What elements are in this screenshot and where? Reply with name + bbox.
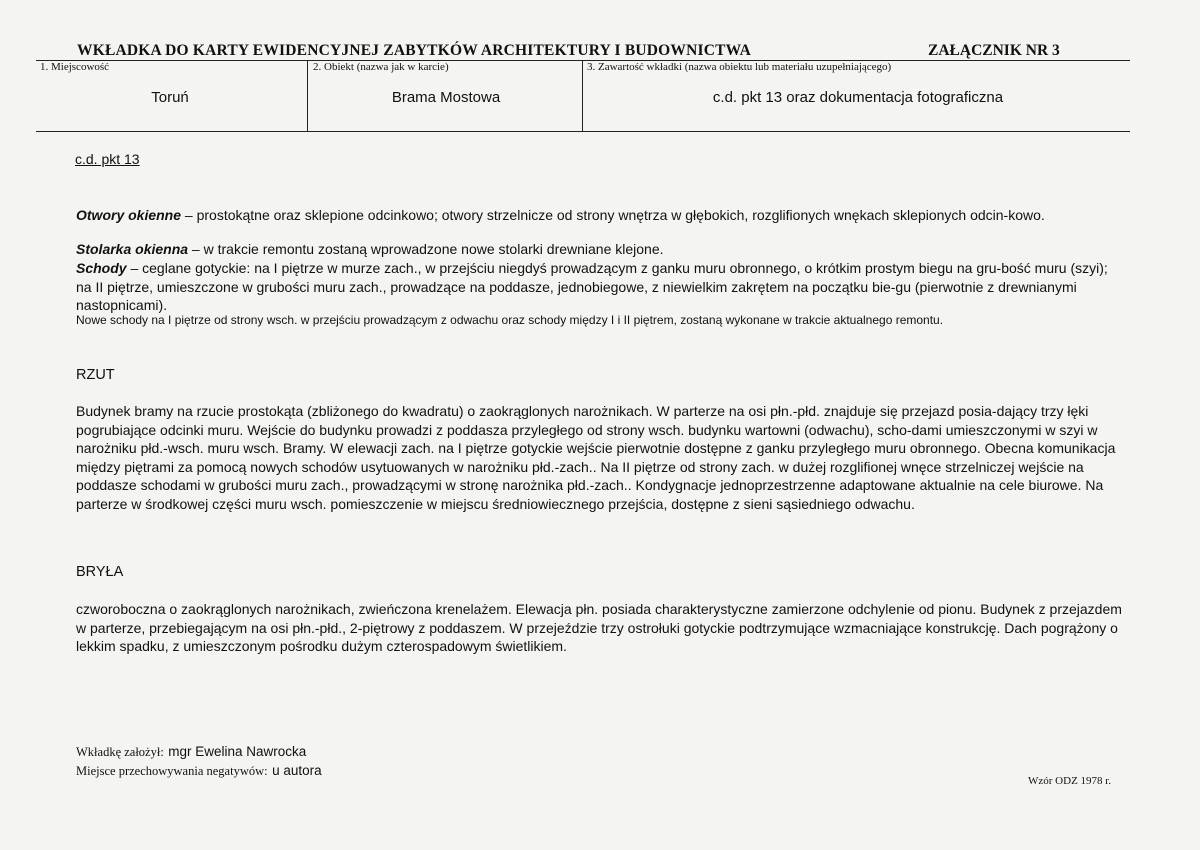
footer-negatives xyxy=(76,762,322,780)
windows-text: – prostokątne oraz sklepione odcinkowo; otwory strzelnicze od strony wnętrza w głębokich, rozglifionych wnękach sklepionych odcin-kowo. xyxy=(181,207,1045,223)
stairs-paragraph xyxy=(76,259,1126,315)
windows-paragraph xyxy=(76,206,1126,225)
stairs-term: Schody xyxy=(76,260,127,276)
field-label-contents: 3. Zawartość wkładki (nazwa obiektu lub materiału uzupełniającego) xyxy=(587,61,892,73)
stairs-note: Nowe schody na I piętrze od strony wsch. w przejściu prowadzącym z odwachu oraz schody między I i II piętrem, zostaną wykonane w trakcie aktualnego remontu. xyxy=(76,313,944,327)
header-rule xyxy=(36,60,1130,61)
joinery-paragraph xyxy=(76,240,1126,259)
form-title: WKŁADKA DO KARTY EWIDENCYJNEJ ZABYTKÓW ARCHITEKTURY I BUDOWNICTWA xyxy=(77,42,752,59)
footer-author xyxy=(76,743,306,761)
form-reference: Wzór ODZ 1978 r. xyxy=(1028,775,1112,787)
field-value-object: Brama Mostowa xyxy=(391,89,501,106)
plan-paragraph: Budynek bramy na rzucie prostokąta (zbliżonego do kwadratu) o zaokrąglonych narożnikach. W parterze na osi płn.-płd. znajduje się przejazd posia-dający trzy łęki pogrubiające odcinki muru. Wejście do budynku prowadzi z poddasza przyległego od strony wsch. budynku wartowni (odwachu), scho-dami umieszczonymi w szyi w narożniku płd.-wsch. muru wsch. Bramy. W elewacji zach. na I piętrze gotyckie wejście pierwotnie dostępne z ganku przyległego muru obronnego. Obecna komunikacja między piętrami za pomocą nowych schodów usytuowanych w narożniku płd.-zach.. Na II piętrze od strony zach. w dużej rozglifionej wnęce strzelniczej wejście na poddasze schodami w grubości muru zach., prowadzącymi w stronę narożnika płd.-zach.. Kondygnacje jednoprzestrzenne adaptowane aktualnie na cele biurowe. Na parterze w środkowej części muru wsch. pomieszczenie w miejscu średniowiecznego przejścia, dostępne z sieni sąsiedniego odwachu. xyxy=(76,403,1116,512)
negatives-value: u autora xyxy=(272,763,322,778)
section-reference: c.d. pkt 13 xyxy=(75,151,140,167)
plan-heading: RZUT xyxy=(76,367,115,383)
author-label: Wkładkę założył: xyxy=(76,745,164,759)
massing-paragraph: czworoboczna o zaokrąglonych narożnikach, zwieńczona krenelażem. Elewacja płn. posiada charakterystyczne zamierzone odchylenie od pionu. Budynek z przejazdem w parterze, przebiegającym na osi płn.-płd., 2-piętrowy z poddaszem. W przejeździe trzy ostrołuki gotyckie podtrzymujące wzmacniające konstrukcję. Dach pogrążony o lekkim spadku, z umieszczonym pośrodku dużym czterospadowym świetlikiem. xyxy=(76,601,1122,654)
field-label-object: 2. Obiekt (nazwa jak w karcie) xyxy=(313,61,449,73)
field-value-place: Toruń xyxy=(151,89,189,106)
massing-heading: BRYŁA xyxy=(76,564,124,580)
stairs-text: – ceglane gotyckie: na I piętrze w murze zach., w przejściu niegdyś prowadzącym z ganku muru obronnego, o krótkim prostym biegu na gru-bość muru (szyi); na II piętrze, umieszczone w grubości muru zach., prowadzące na poddasze, jednobiegowe, z niewielkim zakrętem na początku bie-gu (pierwotnie z drewnianymi nastopnicami). xyxy=(76,260,1108,313)
table-divider-1 xyxy=(307,60,308,132)
field-value-contents: c.d. pkt 13 oraz dokumentacja fotograficzna xyxy=(712,89,1004,106)
joinery-text: – w trakcie remontu zostaną wprowadzone nowe stolarki drewniane klejone. xyxy=(188,241,664,257)
windows-term: Otwory okienne xyxy=(76,207,182,223)
negatives-label: Miejsce przechowywania negatywów: xyxy=(76,764,268,778)
joinery-term: Stolarka okienna xyxy=(76,241,189,257)
table-bottom-rule xyxy=(36,131,1130,132)
field-label-place: 1. Miejscowość xyxy=(40,61,110,73)
author-value: mgr Ewelina Nawrocka xyxy=(168,744,307,759)
annex-number: ZAŁĄCZNIK NR 3 xyxy=(928,42,1060,59)
table-divider-2 xyxy=(582,60,583,132)
